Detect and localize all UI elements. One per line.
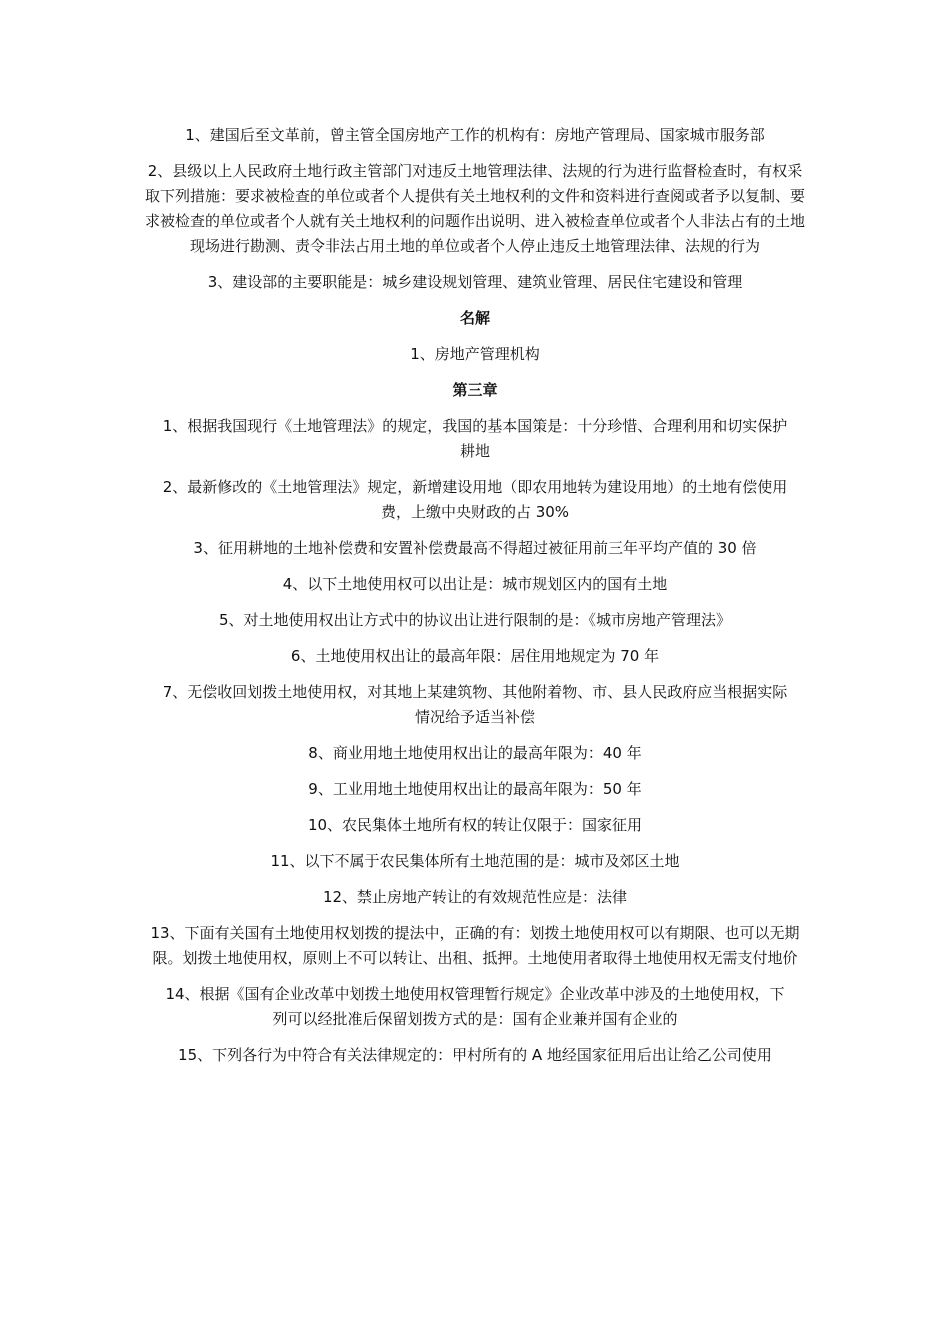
chapter-item-3: 3、征用耕地的土地补偿费和安置补偿费最高不得超过被征用前三年平均产值的 30 倍 <box>193 539 757 557</box>
chapter-item-11: 11、以下不属于农民集体所有土地范围的是：城市及郊区土地 <box>270 852 680 870</box>
intro-paragraph-1: 1、建国后至文革前，曾主管全国房地产工作的机构有：房地产管理局、国家城市服务部 <box>185 126 765 144</box>
chapter-item-4: 4、以下土地使用权可以出让是：城市规划区内的国有土地 <box>282 575 668 593</box>
chapter-item-2: 2、最新修改的《土地管理法》规定，新增建设用地（即农用地转为建设用地）的土地有偿使用费，上缴中央财政的占 30% <box>162 478 788 521</box>
chapter-item-8: 8、商业用地土地使用权出让的最高年限为：40 年 <box>308 744 642 762</box>
chapter-heading: 第三章 <box>452 381 498 399</box>
intro-paragraph-3: 3、建设部的主要职能是：城乡建设规划管理、建筑业管理、居民住宅建设和管理 <box>207 273 743 291</box>
chapter-item-10: 10、农民集体土地所有权的转让仅限于：国家征用 <box>307 816 643 834</box>
chapter-item-7: 7、无偿收回划拨土地使用权，对其地上某建筑物、其他附着物、市、县人民政府应当根据实际情况给予适当补偿 <box>162 683 788 726</box>
chapter-item-9: 9、工业用地土地使用权出让的最高年限为：50 年 <box>308 780 642 798</box>
chapter-item-13: 13、下面有关国有土地使用权划拨的提法中，正确的有：划拨土地使用权可以有期限、也可以无期限。划拨土地使用权，原则上不可以转让、出租、抵押。土地使用者取得土地使用权无需支付地价 <box>150 924 800 967</box>
terms-item-1: 1、房地产管理机构 <box>410 345 540 363</box>
chapter-item-15: 15、下列各行为中符合有关法律规定的：甲村所有的 A 地经国家征用后出让给乙公司使用 <box>178 1046 772 1064</box>
chapter-item-1: 1、根据我国现行《土地管理法》的规定，我国的基本国策是：十分珍惜、合理利用和切实保护耕地 <box>162 417 788 460</box>
section-heading-terms: 名解 <box>459 309 490 327</box>
chapter-item-5: 5、对土地使用权出让方式中的协议出让进行限制的是：《城市房地产管理法》 <box>218 611 732 629</box>
chapter-item-14: 14、根据《国有企业改革中划拨土地使用权管理暂行规定》企业改革中涉及的土地使用权，下列可以经批准后保留划拨方式的是：国有企业兼并国有企业的 <box>165 985 785 1028</box>
chapter-item-12: 12、禁止房地产转让的有效规范性应是：法律 <box>322 888 628 906</box>
intro-paragraph-2: 2、县级以上人民政府土地行政主管部门对违反土地管理法律、法规的行为进行监督检查时，有权采取下列措施：要求被检查的单位或者个人提供有关土地权利的文件和资料进行查阅或者予以复制、要求被检查的单位或者个人就有关土地权利的问题作出说明、进入被检查单位或者个人非法占有的土地现场进行勘测、责令非法占用土地的单位或者个人停止违反土地管理法律、法规的行为 <box>145 162 806 255</box>
chapter-item-6: 6、土地使用权出让的最高年限：居住用地规定为 70 年 <box>290 647 660 665</box>
